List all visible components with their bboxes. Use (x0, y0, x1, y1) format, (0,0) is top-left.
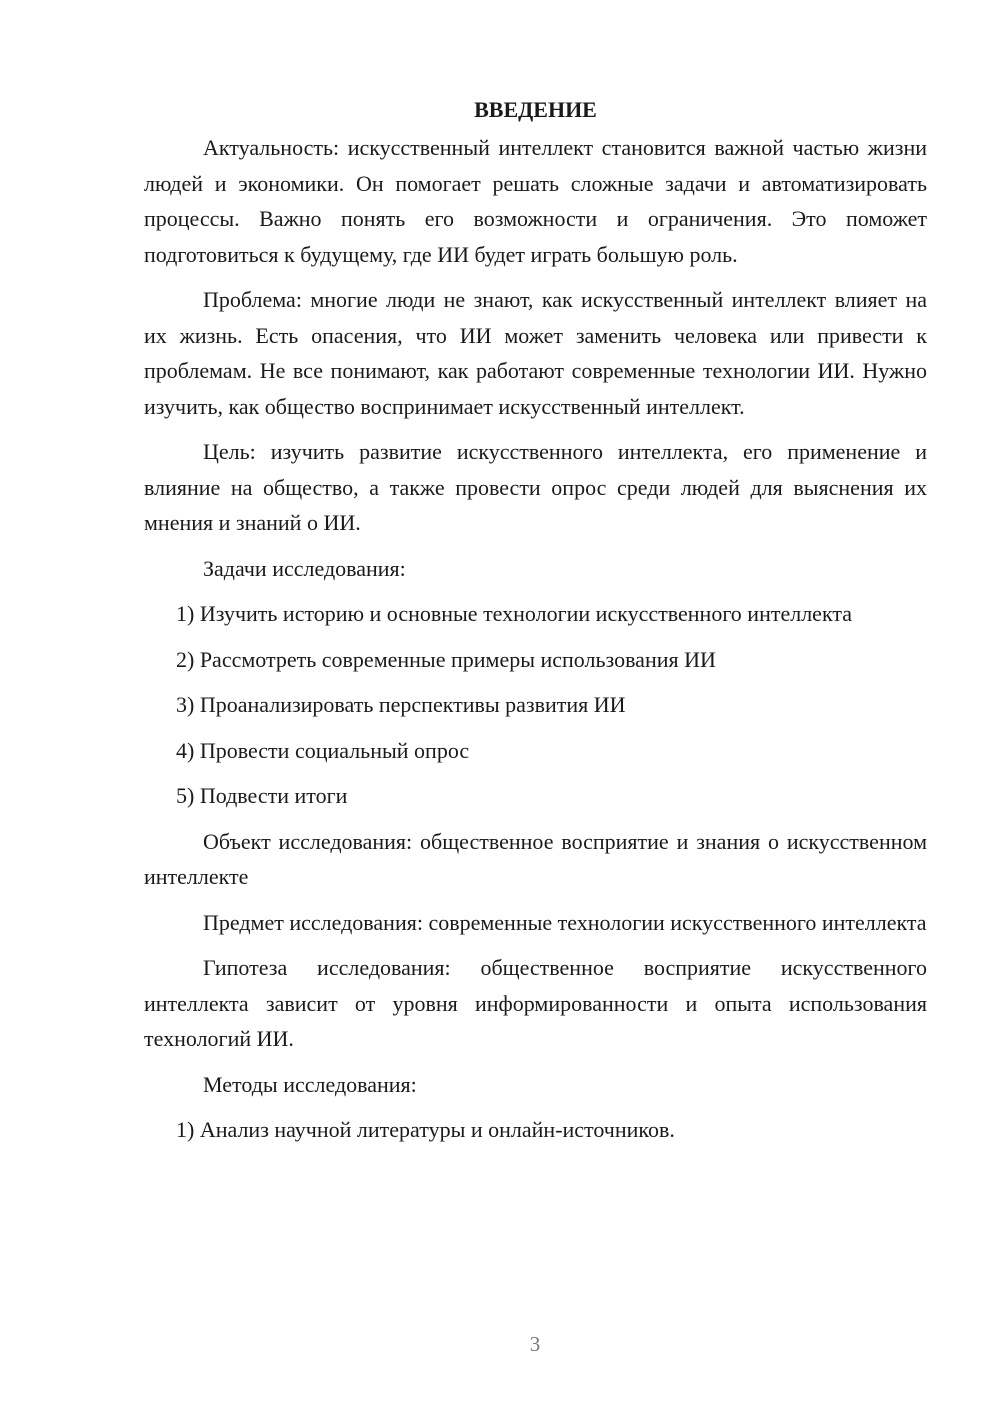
task-item: 3) Проанализировать перспективы развития ИИ (176, 692, 626, 717)
task-item: 4) Провести социальный опрос (176, 737, 470, 763)
goal-paragraph: Цель: изучить развитие искусственного интеллекта, его применение и влияние на общество, а также провести опрос среди людей для выяснения их мнения и знаний о ИИ. (144, 439, 927, 535)
relevance-paragraph: Актуальность: искусственный интеллект становится важной частью жизни людей и экономики. Он помогает решать сложные задачи и автоматизировать процессы. Важно понять его возможности и ограничения. Это поможет подготовиться к будущему, где ИИ будет играть большую роль. (144, 135, 927, 267)
document-page (144, 92, 927, 1158)
methods-heading: Методы исследования: (203, 1071, 417, 1097)
task-item: 2) Рассмотреть современные примеры использования ИИ (176, 646, 716, 672)
task-item: 5) Подвести итоги (176, 783, 348, 808)
problem-paragraph: Проблема: многие люди не знают, как искусственный интеллект влияет на их жизнь. Есть опасения, что ИИ может заменить человека или привести к проблемам. Не все понимают, как работают современные технологии ИИ. Нужно изучить, как общество воспринимает искусственный интеллект. (144, 287, 927, 419)
tasks-heading: Задачи исследования: (203, 555, 406, 581)
object-paragraph: Объект исследования: общественное восприятие и знания о искусственном интеллекте (144, 828, 927, 889)
page-number: 3 (529, 1332, 541, 1356)
section-title: ВВЕДЕНИЕ (474, 97, 597, 122)
task-item: 1) Изучить историю и основные технологии искусственного интеллекта (176, 601, 852, 626)
subject-paragraph: Предмет исследования: современные технологии искусственного интеллекта (203, 909, 927, 935)
method-item: 1) Анализ научной литературы и онлайн-источников. (176, 1117, 675, 1142)
hypothesis-paragraph: Гипотеза исследования: общественное восприятие искусственного интеллекта зависит от уровня информированности и опыта использования технологий ИИ. (144, 955, 927, 1051)
